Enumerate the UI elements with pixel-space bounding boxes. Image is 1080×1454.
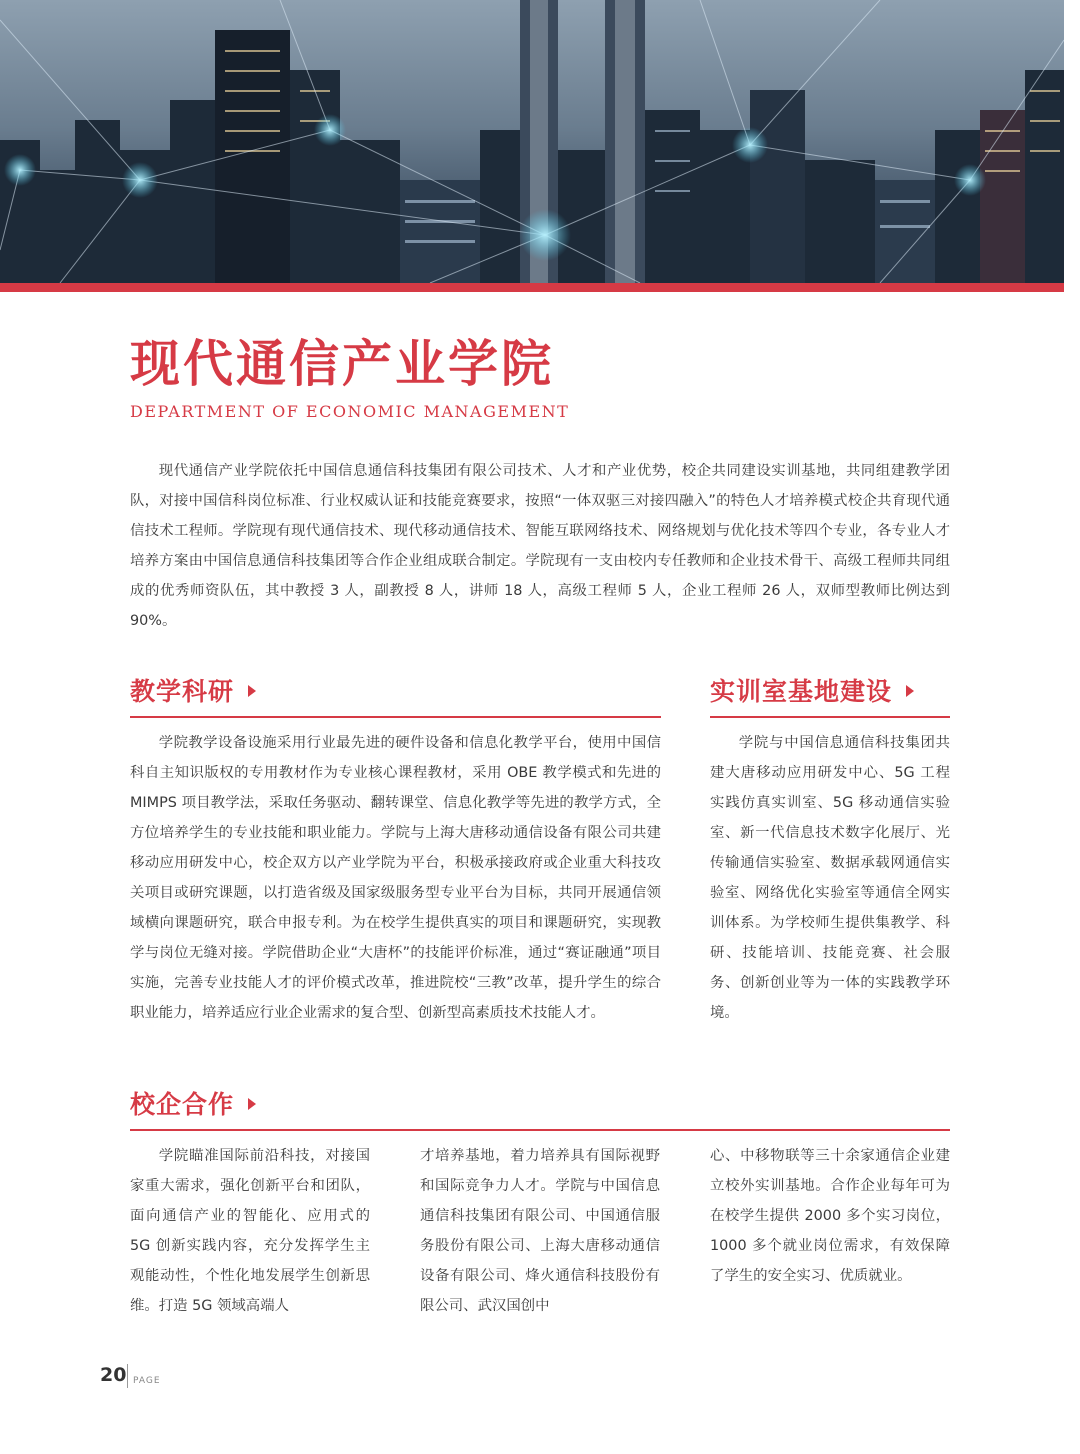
- section-heading-label: 实训室基地建设: [710, 677, 893, 706]
- section-divider: [130, 1129, 950, 1131]
- section-heading-lab: [710, 675, 914, 709]
- intro-paragraph: 现代通信产业学院依托中国信息通信科技集团有限公司技术、人才和产业优势，校企共同建设实训基地，共同组建教学团队，对接中国信科岗位标准、行业权威认证和技能竞赛要求，按照“一体双驱三对接四融入”的特色人才培养模式校企共育现代通信技术工程师。学院现有现代通信技术、现代移动通信技术、智能互联网络技术、网络规划与优化技术等四个专业，各专业人才培养方案由中国信息通信科技集团等合作企业组成联合制定。学院现有一支由校内专任教师和企业技术骨干、高级工程师共同组成的优秀师资队伍，其中教授 3 人，副教授 8 人，讲师 18 人，高级工程师 5 人，企业工程师 26 人，双师型教师比例达到 90%。: [130, 463, 950, 629]
- page-subtitle: DEPARTMENT OF ECONOMIC MANAGEMENT: [130, 402, 570, 421]
- section-heading-label: 教学科研: [130, 677, 235, 706]
- page-title: 现代通信产业学院: [130, 335, 554, 393]
- teaching-paragraph: 学院教学设备设施采用行业最先进的硬件设备和信息化教学平台，使用中国信科自主知识版权的专用教材作为专业核心课程教材，采用 OBE 教学模式和先进的 MIMPS 项目教学法，采取任务驱动、翻转课堂、信息化教学等先进的教学方式，全方位培养学生的专业技能和职业能力。学院与上海大唐移动通信设备有限公司共建移动应用研发中心，校企双方以产业学院为平台，积极承接政府或企业重大科技攻关项目或研究课题，以打造省级及国家级服务型专业平台为目标，共同开展通信领域横向课题研究，联合申报专利。为在校学生提供真实的项目和课题研究，实现教学与岗位无缝对接。学院借助企业“大唐杯”的技能评价标准，通过“赛证融通”项目实施，完善专业技能人才的评价模式改革，推进院校“三教”改革，提升学生的综合职业能力，培养适应行业企业需求的复合型、创新型高素质技术技能人才。: [130, 735, 661, 1021]
- section-heading-cooperation: [130, 1088, 256, 1122]
- hero-accent-bar: [0, 283, 1064, 292]
- section-divider: [130, 716, 661, 718]
- cooperation-column-1: 学院瞄准国际前沿科技，对接国家重大需求，强化创新平台和团队，面向通信产业的智能化、应用式的 5G 创新实践内容，充分发挥学生主观能动性，个性化地发展学生创新思维。打造 5G 领域高端人: [130, 1148, 370, 1314]
- triangle-right-icon: [248, 1098, 256, 1110]
- section-heading-teaching: [130, 675, 256, 709]
- page-label: PAGE: [133, 1376, 161, 1386]
- cooperation-column-3: 心、中移物联等三十余家通信企业建立校外实训基地。合作企业每年可为在校学生提供 2000 多个实习岗位，1000 多个就业岗位需求，有效保障了学生的安全实习、优质就业。: [710, 1148, 950, 1284]
- triangle-right-icon: [248, 685, 256, 697]
- city-skyline-graphic: [0, 0, 1064, 283]
- section-heading-label: 校企合作: [130, 1090, 235, 1119]
- page-number: 20: [100, 1364, 127, 1386]
- cooperation-column-2: 才培养基地，着力培养具有国际视野和国际竞争力人才。学院与中国信息通信科技集团有限公司、中国通信服务股份有限公司、上海大唐移动通信设备有限公司、烽火通信科技股份有限公司、武汉国创中: [420, 1148, 660, 1314]
- lab-paragraph: 学院与中国信息通信科技集团共建大唐移动应用研发中心、5G 工程实践仿真实训室、5G 移动通信实验室、新一代信息技术数字化展厅、光传输通信实验室、数据承载网通信实验室、网络优化实验室等通信全网实训体系。为学校师生提供集教学、科研、技能培训、技能竞赛、社会服务、创新创业等为一体的实践教学环境。: [710, 735, 950, 1021]
- hero-banner-image: [0, 0, 1064, 283]
- section-divider: [710, 716, 950, 718]
- triangle-right-icon: [906, 685, 914, 697]
- footer-divider: [127, 1364, 128, 1388]
